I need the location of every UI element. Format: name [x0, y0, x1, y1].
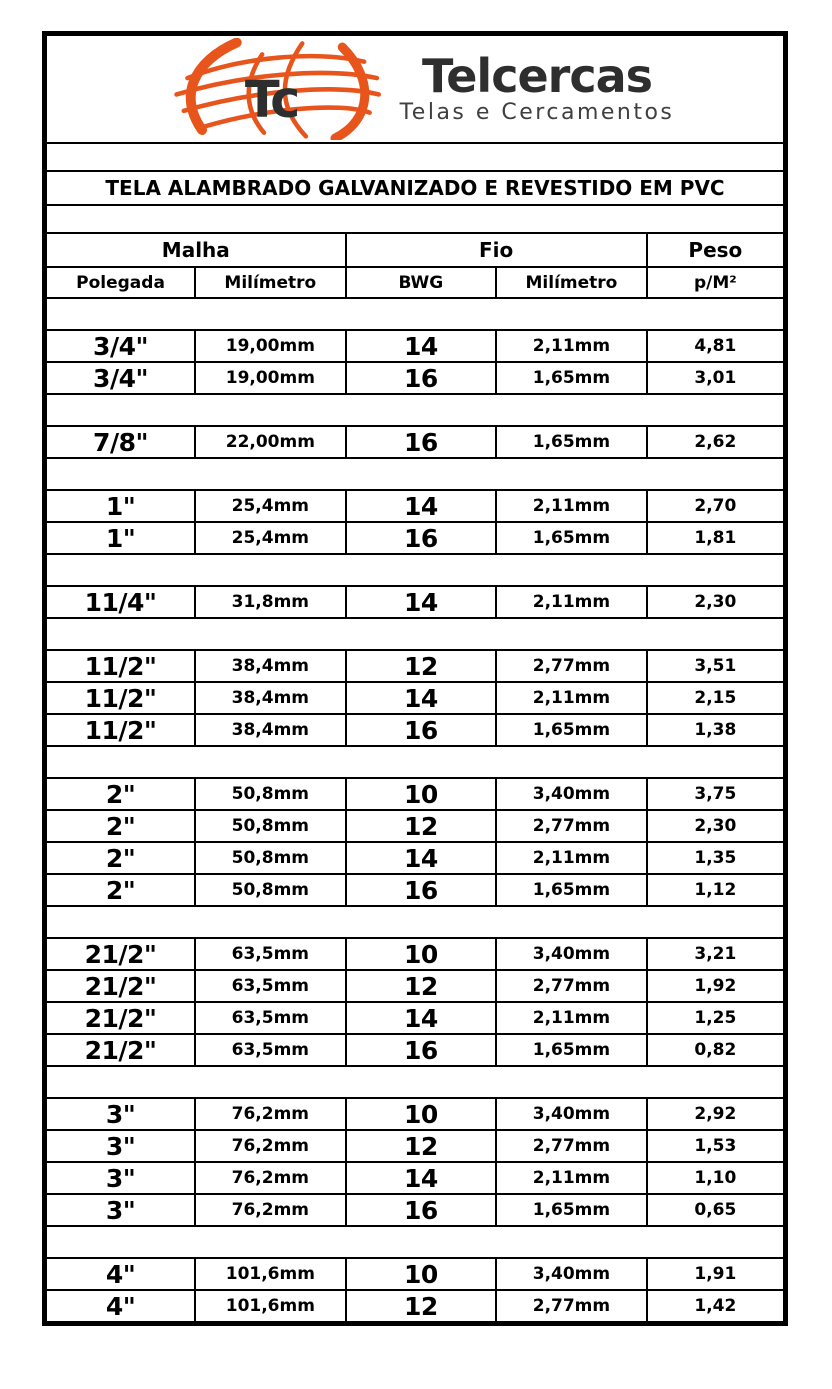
cell: 22,00mm	[195, 426, 346, 458]
cell: 10	[346, 938, 497, 970]
page-title: TELA ALAMBRADO GALVANIZADO E REVESTIDO EM PVC	[46, 171, 784, 205]
spacer-row	[46, 1226, 784, 1258]
cell: 2,11mm	[496, 682, 647, 714]
cell: 1"	[46, 490, 195, 522]
cell: 1,35	[647, 842, 784, 874]
cell: 16	[346, 362, 497, 394]
cell: 1"	[46, 522, 195, 554]
cell: 0,82	[647, 1034, 784, 1066]
spacer-cell	[46, 554, 784, 586]
column-header: p/M²	[647, 267, 784, 298]
cell: 2,11mm	[496, 586, 647, 618]
table-body	[46, 298, 784, 1322]
cell: 12	[346, 810, 497, 842]
cell: 3"	[46, 1194, 195, 1226]
cell: 11/2"	[46, 682, 195, 714]
cell: 63,5mm	[195, 970, 346, 1002]
cell: 2,77mm	[496, 970, 647, 1002]
group-header-row	[46, 233, 784, 267]
cell: 2,11mm	[496, 330, 647, 362]
cell: 2,11mm	[496, 1002, 647, 1034]
column-header: Polegada	[46, 267, 195, 298]
cell: 1,53	[647, 1130, 784, 1162]
cell: 2"	[46, 842, 195, 874]
cell: 14	[346, 682, 497, 714]
table-row	[46, 330, 784, 362]
group-header-fio: Fio	[346, 233, 647, 267]
table-row	[46, 426, 784, 458]
cell: 14	[346, 490, 497, 522]
cell: 38,4mm	[195, 714, 346, 746]
table-row	[46, 1162, 784, 1194]
cell: 101,6mm	[195, 1290, 346, 1322]
cell: 2,62	[647, 426, 784, 458]
table-row	[46, 1258, 784, 1290]
cell: 2,11mm	[496, 1162, 647, 1194]
table-row	[46, 970, 784, 1002]
cell: 50,8mm	[195, 810, 346, 842]
cell: 3,21	[647, 938, 784, 970]
table-row	[46, 1130, 784, 1162]
cell: 1,92	[647, 970, 784, 1002]
column-header: BWG	[346, 267, 497, 298]
cell: 101,6mm	[195, 1258, 346, 1290]
cell: 1,38	[647, 714, 784, 746]
table-row	[46, 938, 784, 970]
column-header: Milímetro	[496, 267, 647, 298]
cell: 4,81	[647, 330, 784, 362]
cell: 63,5mm	[195, 1002, 346, 1034]
spacer-row	[46, 618, 784, 650]
cell: 1,12	[647, 874, 784, 906]
logo-cell	[46, 35, 784, 143]
cell: 16	[346, 1034, 497, 1066]
spacer-cell	[46, 298, 784, 330]
cell: 1,65mm	[496, 362, 647, 394]
cell: 21/2"	[46, 970, 195, 1002]
table-row	[46, 490, 784, 522]
spacer-cell	[46, 618, 784, 650]
cell: 2,77mm	[496, 1130, 647, 1162]
cell: 3"	[46, 1130, 195, 1162]
cell: 25,4mm	[195, 490, 346, 522]
cell: 2,77mm	[496, 650, 647, 682]
cell: 1,91	[647, 1258, 784, 1290]
table-row	[46, 586, 784, 618]
cell: 14	[346, 842, 497, 874]
cell: 1,10	[647, 1162, 784, 1194]
cell: 1,65mm	[496, 522, 647, 554]
cell: 3,75	[647, 778, 784, 810]
cell: 2,92	[647, 1098, 784, 1130]
cell: 4"	[46, 1290, 195, 1322]
spacer-cell	[46, 1226, 784, 1258]
cell: 12	[346, 1130, 497, 1162]
cell: 11/2"	[46, 714, 195, 746]
cell: 50,8mm	[195, 778, 346, 810]
cell: 3/4"	[46, 330, 195, 362]
cell: 3"	[46, 1098, 195, 1130]
cell: 14	[346, 330, 497, 362]
cell: 25,4mm	[195, 522, 346, 554]
cell: 1,42	[647, 1290, 784, 1322]
cell: 2"	[46, 874, 195, 906]
cell: 76,2mm	[195, 1162, 346, 1194]
cell: 1,65mm	[496, 1194, 647, 1226]
spacer-row	[46, 746, 784, 778]
cell: 38,4mm	[195, 682, 346, 714]
cell: 16	[346, 522, 497, 554]
cell: 31,8mm	[195, 586, 346, 618]
cell: 19,00mm	[195, 330, 346, 362]
cell: 3,01	[647, 362, 784, 394]
cell: 1,25	[647, 1002, 784, 1034]
spacer-cell	[46, 1066, 784, 1098]
cell: 3,40mm	[496, 1258, 647, 1290]
group-header-peso: Peso	[647, 233, 784, 267]
globe-logo-icon	[156, 38, 392, 140]
cell: 3,51	[647, 650, 784, 682]
cell: 12	[346, 650, 497, 682]
cell: 3,40mm	[496, 938, 647, 970]
cell: 21/2"	[46, 938, 195, 970]
cell: 1,65mm	[496, 714, 647, 746]
table-row	[46, 778, 784, 810]
spacer-row	[46, 554, 784, 586]
cell: 76,2mm	[195, 1098, 346, 1130]
table-row	[46, 874, 784, 906]
cell: 3,40mm	[496, 778, 647, 810]
cell: 2,15	[647, 682, 784, 714]
spacer-row	[46, 1066, 784, 1098]
spec-sheet	[42, 31, 788, 1326]
title-row	[46, 171, 784, 205]
cell: 2,77mm	[496, 1290, 647, 1322]
cell: 2"	[46, 810, 195, 842]
cell: 2,11mm	[496, 842, 647, 874]
cell: 21/2"	[46, 1034, 195, 1066]
cell: 16	[346, 1194, 497, 1226]
cell: 1,81	[647, 522, 784, 554]
cell: 2,30	[647, 586, 784, 618]
cell: 14	[346, 586, 497, 618]
cell: 4"	[46, 1258, 195, 1290]
cell: 3/4"	[46, 362, 195, 394]
spacer-cell	[46, 458, 784, 490]
cell: 63,5mm	[195, 1034, 346, 1066]
table-row	[46, 714, 784, 746]
gap-cell	[46, 143, 784, 171]
cell: 2,11mm	[496, 490, 647, 522]
cell: 3"	[46, 1162, 195, 1194]
table-row	[46, 1194, 784, 1226]
cell: 19,00mm	[195, 362, 346, 394]
spacer-row	[46, 298, 784, 330]
cell: 1,65mm	[496, 1034, 647, 1066]
cell: 1,65mm	[496, 874, 647, 906]
gap-row	[46, 205, 784, 233]
cell: 38,4mm	[195, 650, 346, 682]
cell: 14	[346, 1162, 497, 1194]
table-row	[46, 1002, 784, 1034]
cell: 10	[346, 1258, 497, 1290]
cell: 3,40mm	[496, 1098, 647, 1130]
cell: 12	[346, 1290, 497, 1322]
cell: 16	[346, 874, 497, 906]
spacer-row	[46, 394, 784, 426]
spacer-cell	[46, 746, 784, 778]
cell: 0,65	[647, 1194, 784, 1226]
cell: 76,2mm	[195, 1194, 346, 1226]
gap-row	[46, 143, 784, 171]
logo-wordmark	[399, 49, 675, 125]
cell: 50,8mm	[195, 874, 346, 906]
cell: 76,2mm	[195, 1130, 346, 1162]
group-header-malha: Malha	[46, 233, 346, 267]
gap-cell	[46, 205, 784, 233]
table-row	[46, 810, 784, 842]
spec-table	[45, 34, 785, 1323]
brand-name: Telcercas	[421, 49, 653, 103]
spacer-cell	[46, 394, 784, 426]
spacer-row	[46, 458, 784, 490]
cell: 7/8"	[46, 426, 195, 458]
cell: 11/4"	[46, 586, 195, 618]
brand-tagline: Telas e Cercamentos	[399, 100, 675, 125]
company-logo	[49, 36, 781, 142]
cell: 16	[346, 426, 497, 458]
table-row	[46, 362, 784, 394]
cell: 21/2"	[46, 1002, 195, 1034]
cell: 2,30	[647, 810, 784, 842]
column-header-row	[46, 267, 784, 298]
cell: 10	[346, 778, 497, 810]
table-row	[46, 1098, 784, 1130]
cell: 12	[346, 970, 497, 1002]
table-row	[46, 682, 784, 714]
table-row	[46, 522, 784, 554]
cell: 14	[346, 1002, 497, 1034]
cell: 11/2"	[46, 650, 195, 682]
cell: 1,65mm	[496, 426, 647, 458]
cell: 16	[346, 714, 497, 746]
table-row	[46, 842, 784, 874]
cell: 63,5mm	[195, 938, 346, 970]
cell: 2,77mm	[496, 810, 647, 842]
cell: 50,8mm	[195, 842, 346, 874]
cell: 2"	[46, 778, 195, 810]
table-row	[46, 650, 784, 682]
spacer-row	[46, 906, 784, 938]
column-header: Milímetro	[195, 267, 346, 298]
table-row	[46, 1290, 784, 1322]
table-row	[46, 1034, 784, 1066]
logo-row	[46, 35, 784, 143]
spacer-cell	[46, 906, 784, 938]
cell: 10	[346, 1098, 497, 1130]
page	[0, 31, 832, 1389]
logo-monogram: Tc	[244, 71, 298, 131]
cell: 2,70	[647, 490, 784, 522]
